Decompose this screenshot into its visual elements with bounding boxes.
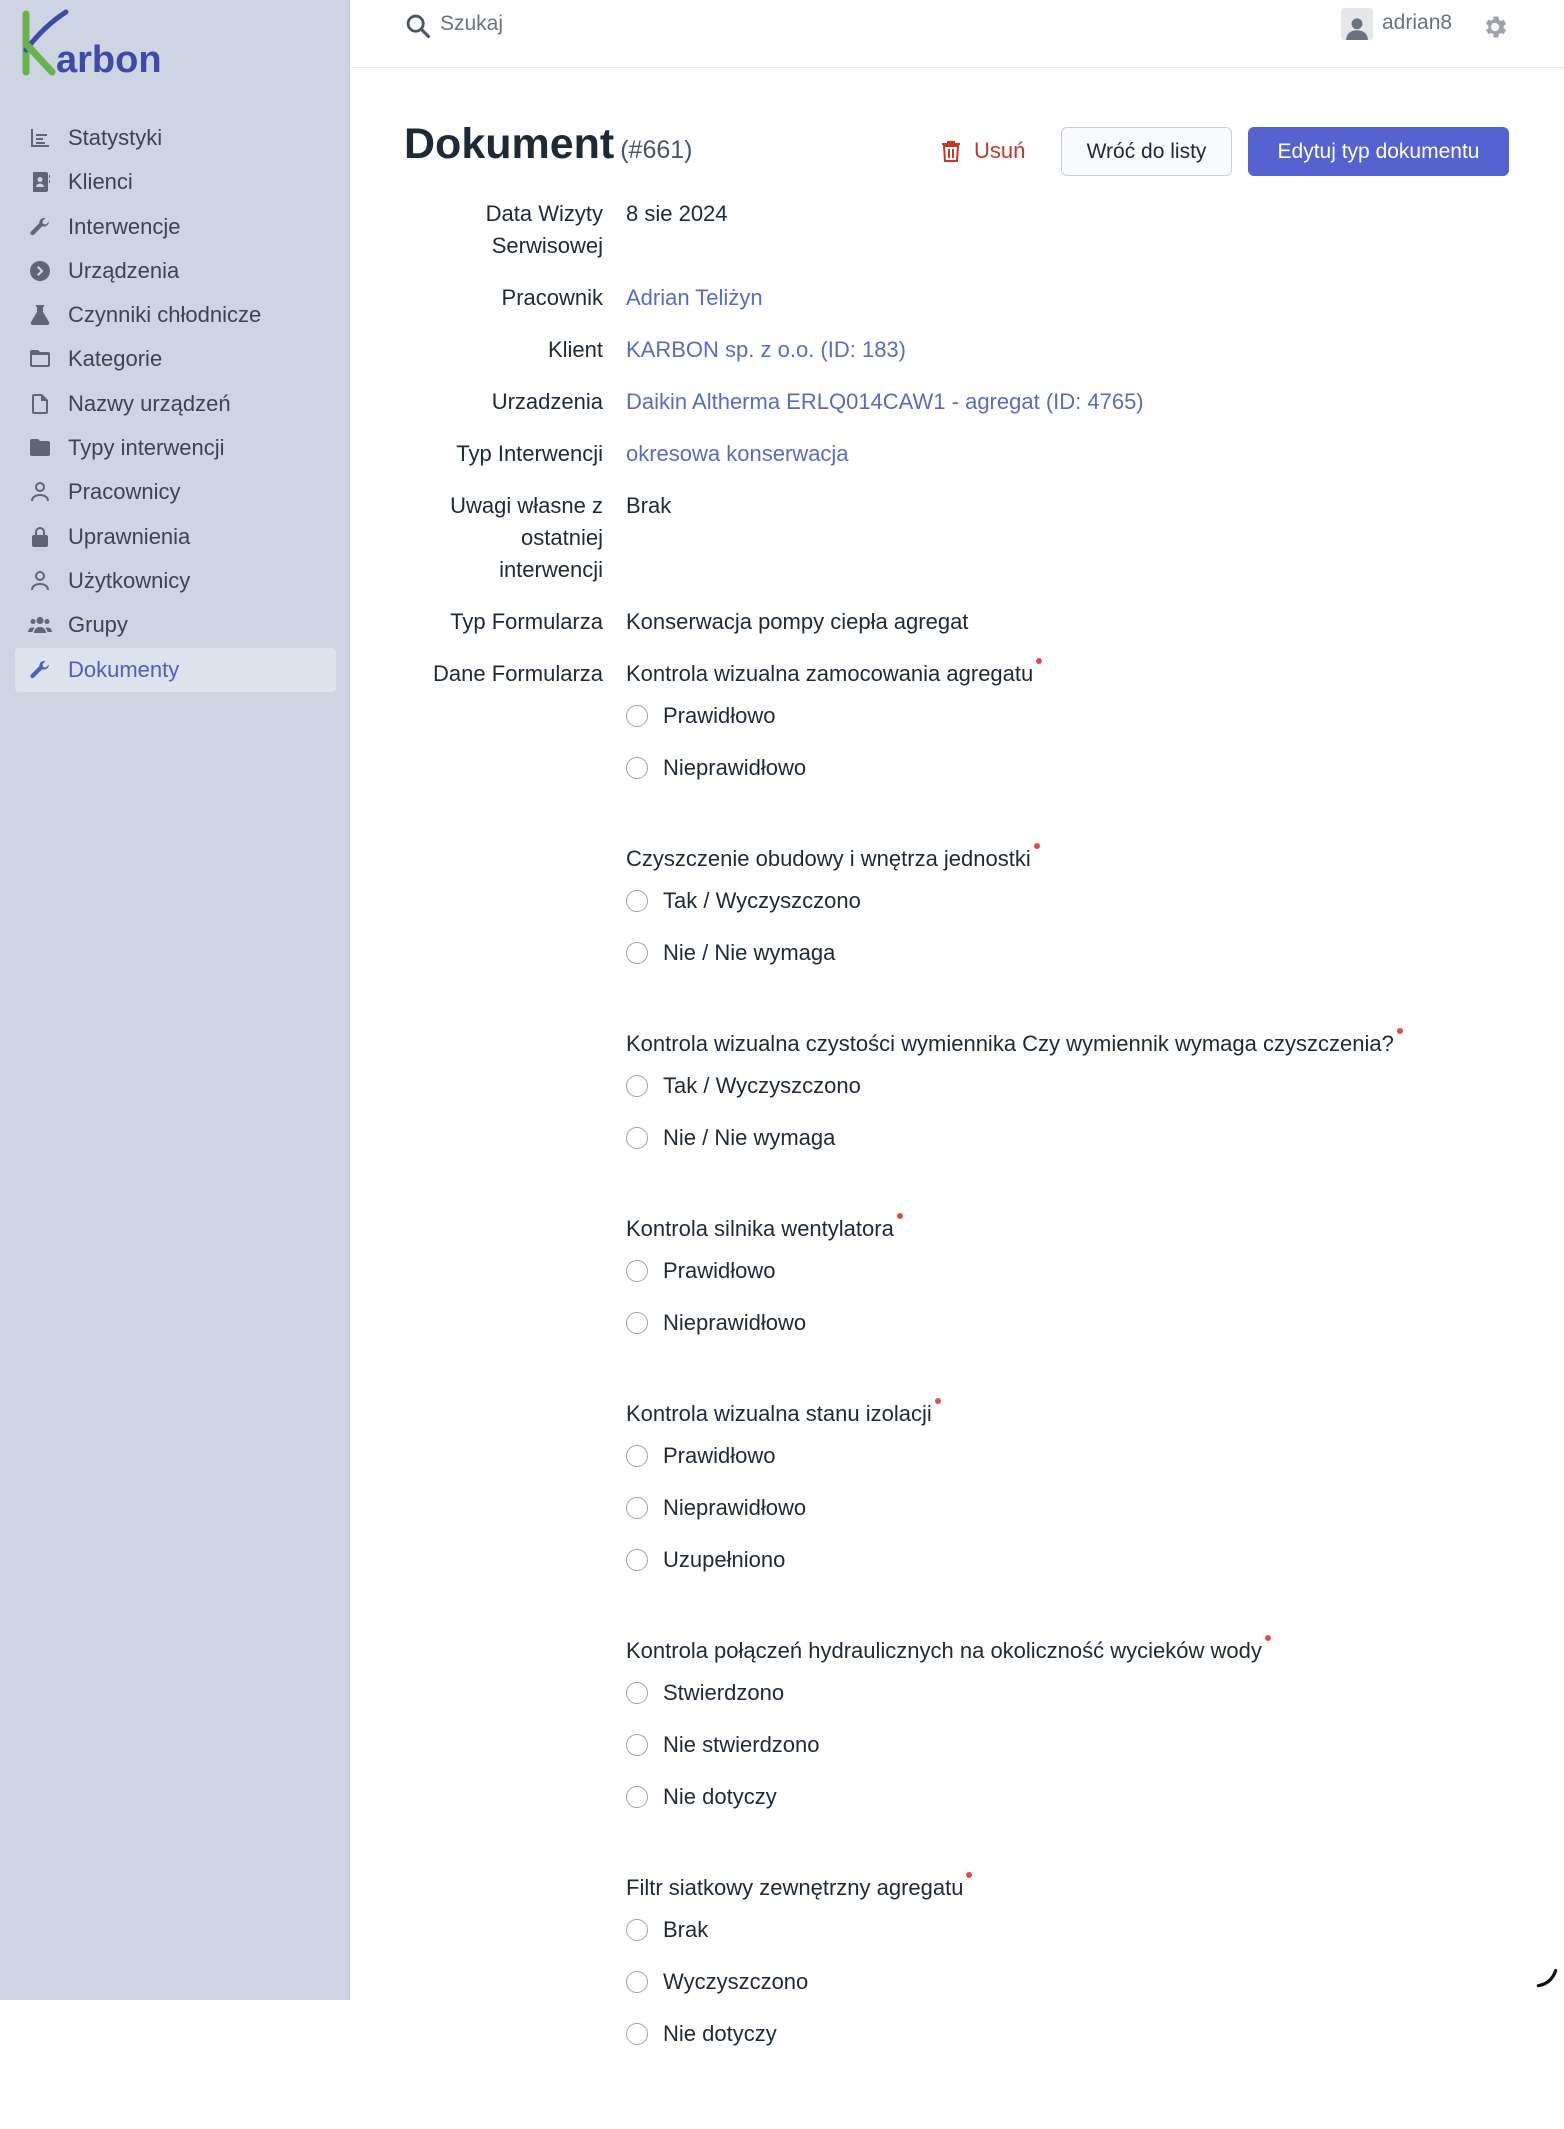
question-text: Filtr siatkowy zewnętrzny agregatu (626, 1875, 964, 1900)
radio-button[interactable] (626, 1127, 648, 1149)
radio-option[interactable] (626, 1719, 1394, 1771)
sidebar-item-label: Typy interwencji (68, 435, 225, 461)
visit-date-label (404, 198, 603, 262)
radio-button[interactable] (626, 1312, 648, 1334)
question-text: Kontrola wizualna zamocowania agregatu (626, 661, 1034, 686)
form-question (626, 1398, 1394, 1586)
radio-button[interactable] (626, 1919, 648, 1941)
wrench-icon (27, 657, 53, 683)
sidebar-item-grupy[interactable] (15, 603, 336, 647)
radio-button[interactable] (626, 1682, 648, 1704)
detail-row-form-type (404, 606, 1514, 638)
radio-option[interactable] (626, 1482, 1394, 1534)
radio-label[interactable]: Nie dotyczy (663, 2021, 777, 2046)
visit-date-value: 8 sie 2024 (626, 201, 728, 226)
question-text: Kontrola wizualna stanu izolacji (626, 1401, 932, 1426)
question-text: Kontrola połączeń hydraulicznych na okoliczność wycieków wody (626, 1638, 1262, 1663)
required-dot (966, 1872, 972, 1878)
question-label (626, 1872, 963, 1904)
visit-date-label-line: Data Wizyty (485, 201, 603, 226)
radio-button[interactable] (626, 890, 648, 912)
radio-option[interactable] (626, 1534, 1394, 1586)
form-question (626, 1213, 1394, 1349)
detail-row-intervention-type (404, 438, 1514, 470)
notes-label-line: interwencji (499, 557, 603, 582)
sidebar-item-label: Pracownicy (68, 479, 181, 505)
detail-row-visit-date (404, 198, 1514, 262)
trash-icon (940, 139, 962, 163)
sidebar-item-czynniki-chlodnicze[interactable] (15, 293, 336, 337)
back-to-list-button[interactable]: Wróć do listy (1061, 127, 1232, 176)
detail-row-devices (404, 386, 1514, 418)
form-type-value: Konserwacja pompy ciepła agregat (626, 609, 969, 634)
gear-icon[interactable] (1481, 13, 1509, 41)
radio-label[interactable]: Wyczyszczono (663, 1969, 809, 1994)
user-outline-icon (27, 568, 53, 594)
sidebar-item-kategorie[interactable] (15, 337, 336, 381)
required-dot (1034, 843, 1040, 849)
detail-row-client (404, 334, 1514, 366)
user-outline-icon (27, 479, 53, 505)
radio-option[interactable] (626, 1771, 1394, 1823)
sidebar-item-label: Urządzenia (68, 257, 180, 283)
question-label (626, 1213, 894, 1245)
client-label: Klient (547, 337, 603, 362)
devices-label: Urzadzenia (491, 389, 603, 414)
search-input[interactable] (440, 6, 840, 42)
form-question (626, 1635, 1394, 1823)
sidebar-item-dokumenty[interactable] (15, 648, 336, 692)
radio-button[interactable] (626, 1260, 648, 1282)
question-text: Czyszczenie obudowy i wnętrza jednostki (626, 846, 1031, 871)
sidebar-item-label: Uprawnienia (68, 523, 191, 549)
lock-icon (27, 524, 53, 550)
document-id: (#661) (620, 136, 693, 164)
radio-button[interactable] (626, 705, 648, 727)
sidebar-item-label: Dokumenty (68, 656, 180, 682)
delete-button[interactable] (940, 134, 1025, 168)
document-details (404, 198, 1514, 2129)
intervention-type-link[interactable]: okresowa konserwacja (626, 441, 849, 466)
detail-row-form-data (404, 658, 1514, 2109)
radio-label[interactable]: Prawidłowo (663, 1258, 776, 1283)
radio-option[interactable] (626, 1060, 1394, 1112)
loading-spinner-icon (1534, 1964, 1560, 1990)
form-question (626, 1872, 1394, 2060)
chevron-circle-icon (27, 258, 53, 284)
flask-icon (27, 302, 53, 328)
sidebar-item-label: Nazwy urządzeń (68, 390, 231, 416)
radio-option[interactable] (626, 1297, 1394, 1349)
notes-label (404, 490, 603, 586)
radio-option[interactable] (626, 1956, 1394, 2008)
radio-option[interactable] (626, 742, 1394, 794)
required-dot (897, 1213, 903, 1219)
question-text: Kontrola silnika wentylatora (626, 1216, 894, 1241)
radio-label[interactable]: Nie stwierdzono (663, 1732, 820, 1757)
radio-button[interactable] (626, 1497, 648, 1519)
sidebar-item-nazwy-urzadzen[interactable] (15, 382, 336, 426)
sidebar-item-label: Interwencje (68, 213, 181, 239)
question-label (626, 1398, 932, 1430)
sidebar-item-label: Grupy (68, 612, 128, 638)
radio-label[interactable]: Tak / Wyczyszczono (663, 1073, 861, 1098)
question-label (626, 1028, 1394, 1060)
radio-option[interactable] (626, 927, 1394, 979)
radio-label[interactable]: Brak (663, 1917, 709, 1942)
contact-book-icon (27, 169, 53, 195)
radio-button[interactable] (626, 1971, 648, 1993)
employee-link[interactable]: Adrian Teliżyn (626, 285, 763, 310)
notes-label-line: Uwagi własne z (450, 493, 603, 518)
sidebar-item-typy-interwencji[interactable] (15, 426, 336, 470)
radio-label[interactable]: Tak / Wyczyszczono (663, 888, 861, 913)
notes-value: Brak (626, 493, 672, 518)
radio-button[interactable] (626, 757, 648, 779)
avatar[interactable] (1341, 8, 1373, 40)
radio-label[interactable]: Stwierdzono (663, 1680, 785, 1705)
required-dot (935, 1398, 941, 1404)
radio-button[interactable] (626, 2023, 648, 2045)
radio-button[interactable] (626, 1075, 648, 1097)
radio-label[interactable]: Nieprawidłowo (663, 755, 807, 780)
required-dot (1036, 658, 1042, 664)
client-link[interactable]: KARBON sp. z o.o. (ID: 183) (626, 337, 906, 362)
karbon-logo[interactable] (22, 6, 192, 78)
sidebar-item-label: Klienci (68, 169, 133, 195)
sidebar-item-label: Użytkownicy (68, 567, 191, 593)
form-question (626, 1028, 1394, 1164)
form-question (626, 843, 1394, 979)
sidebar-item-label: Kategorie (68, 346, 163, 372)
sidebar-item-label: Czynniki chłodnicze (68, 302, 262, 328)
radio-option[interactable] (626, 1904, 1394, 1956)
svg-text:arbon: arbon (56, 39, 162, 78)
sidebar-item-uprawnienia[interactable] (15, 515, 336, 559)
radio-option[interactable] (626, 2008, 1394, 2060)
sidebar-item-interwencje[interactable] (15, 205, 336, 249)
search-icon (404, 12, 432, 40)
form-question (626, 658, 1394, 794)
delete-button-label: Usuń (974, 138, 1026, 163)
folder-outline-icon (27, 346, 53, 372)
radio-option[interactable] (626, 1430, 1394, 1482)
folder-icon (27, 435, 53, 461)
users-icon (27, 612, 53, 638)
question-text: Kontrola wizualna czystości wymiennika Czy wymiennik wymaga czyszczenia? (626, 1031, 1394, 1056)
radio-button[interactable] (626, 942, 648, 964)
notes-label-line: ostatniej (521, 525, 603, 550)
sidebar-item-statystyki[interactable] (15, 116, 336, 160)
radio-label[interactable]: Prawidłowo (663, 703, 776, 728)
radio-option[interactable] (626, 1245, 1394, 1297)
wrench-icon (27, 214, 53, 240)
sidebar-item-label: Statystyki (68, 125, 163, 150)
intervention-type-label: Typ Interwencji (456, 441, 603, 466)
detail-row-employee (404, 282, 1514, 314)
detail-row-notes (404, 490, 1514, 586)
edit-document-type-button[interactable]: Edytuj typ dokumentu (1248, 127, 1509, 176)
radio-label[interactable]: Nieprawidłowo (663, 1310, 807, 1335)
radio-label[interactable]: Nie / Nie wymaga (663, 940, 836, 965)
device-link[interactable]: Daikin Altherma ERLQ014CAW1 - agregat (ID: 4765) (626, 389, 1144, 414)
file-icon (27, 391, 53, 417)
form-questions (626, 658, 1394, 2109)
required-dot (1397, 1028, 1403, 1034)
radio-option[interactable] (626, 1112, 1394, 1164)
sidebar-item-pracownicy[interactable] (15, 470, 336, 514)
form-data-label: Dane Formularza (433, 661, 603, 686)
radio-label[interactable]: Prawidłowo (663, 1443, 776, 1468)
question-label (626, 658, 1033, 690)
radio-button[interactable] (626, 1549, 648, 1571)
username[interactable]: adrian8 (1382, 11, 1453, 34)
question-label (626, 1635, 1262, 1667)
form-type-label: Typ Formularza (450, 609, 603, 634)
employee-label: Pracownik (501, 285, 603, 310)
sidebar-nav (15, 116, 336, 692)
radio-option[interactable] (626, 1667, 1394, 1719)
chart-bar-icon (27, 125, 53, 151)
radio-option[interactable] (626, 690, 1394, 742)
radio-button[interactable] (626, 1734, 648, 1756)
radio-label[interactable]: Nieprawidłowo (663, 1495, 807, 1520)
visit-date-label-line: Serwisowej (491, 233, 603, 258)
sidebar-item-uzytkownicy[interactable] (15, 559, 336, 603)
radio-label[interactable]: Nie / Nie wymaga (663, 1125, 836, 1150)
sidebar (0, 0, 350, 2000)
question-label (626, 843, 1031, 875)
page-title-text: Dokument (404, 120, 615, 168)
page-title (404, 120, 693, 169)
radio-label[interactable]: Uzupełniono (663, 1547, 786, 1572)
radio-button[interactable] (626, 1786, 648, 1808)
radio-label[interactable]: Nie dotyczy (663, 1784, 777, 1809)
radio-option[interactable] (626, 875, 1394, 927)
sidebar-item-klienci[interactable] (15, 160, 336, 204)
user-icon (1344, 14, 1370, 40)
sidebar-item-urzadzenia[interactable] (15, 249, 336, 293)
radio-button[interactable] (626, 1445, 648, 1467)
required-dot (1265, 1635, 1271, 1641)
